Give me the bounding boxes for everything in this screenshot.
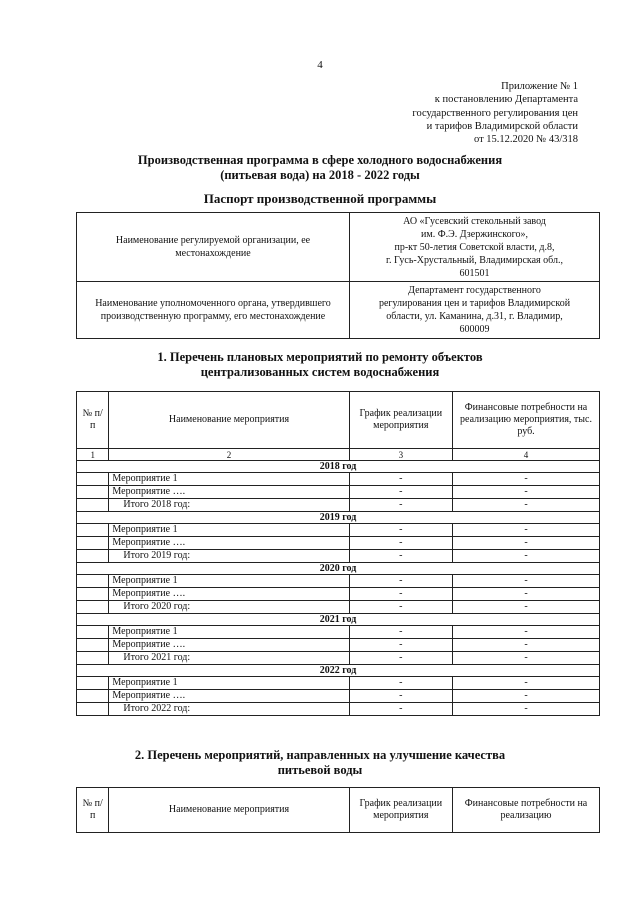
section1-heading-line: централизованных систем водоснабжения [200,365,440,379]
year-label: 2022 год [77,665,600,677]
item-name: Мероприятие 1 [109,473,349,486]
year-label: 2021 год [77,614,600,626]
header-num: № п/п [77,788,109,833]
total-row [77,703,600,716]
index-cell: 2 [109,449,349,461]
index-row [77,449,600,461]
finance-value: - [453,677,600,690]
total-row [77,652,600,665]
schedule-value: - [349,524,452,537]
header-name: Наименование мероприятия [109,392,349,449]
schedule-value: - [349,703,452,716]
table-row [77,575,600,588]
item-name: Мероприятие …. [109,588,349,601]
total-row [77,550,600,563]
passport-table [76,212,600,339]
schedule-value: - [349,537,452,550]
section2-heading-line: 2. Перечень мероприятий, направленных на улучшение качества [134,748,506,762]
finance-value: - [453,690,600,703]
table-row [77,486,600,499]
passport-value-line: 601501 [459,267,490,279]
finance-value: - [453,626,600,639]
finance-value: - [453,601,600,614]
passport-value-line: 600009 [459,324,490,335]
passport-value [350,282,600,339]
total-label: Итого 2020 год: [109,601,349,614]
table-row [77,524,600,537]
passport-value [350,213,600,282]
passport-value-line: пр-кт 50-летия Советской власти, д.8, [394,241,555,253]
total-row [77,601,600,614]
schedule-value: - [349,601,452,614]
program-title [0,153,640,183]
table-row [77,690,600,703]
page-number: 4 [317,59,323,71]
schedule-value: - [349,639,452,652]
finance-value: - [453,550,600,563]
index-cell: 4 [453,449,600,461]
total-row [77,499,600,512]
item-name: Мероприятие 1 [109,524,349,537]
water-quality-table [76,787,600,833]
year-label: 2019 год [77,512,600,524]
item-name: Мероприятие …. [109,537,349,550]
schedule-value: - [349,690,452,703]
header-num: № п/п [77,392,109,449]
table-row [77,677,600,690]
passport-row [77,282,600,339]
appendix-line: государственного регулирования цен [412,107,578,119]
finance-value: - [453,499,600,512]
passport-value-line: области, ул. Каманина, д.31, г. Владимир, [386,311,563,322]
section2-heading-line: питьевой воды [277,763,363,777]
table-row [77,639,600,652]
appendix-line: Приложение № 1 [501,81,578,92]
finance-value: - [453,588,600,601]
appendix-line: к постановлению Департамента [434,94,578,106]
schedule-value: - [349,486,452,499]
table-row [77,473,600,486]
total-label: Итого 2022 год: [109,703,349,716]
finance-value: - [453,639,600,652]
table-row [77,626,600,639]
appendix-line: и тарифов Владимирской области [426,120,578,132]
schedule-value: - [349,626,452,639]
item-name: Мероприятие 1 [109,677,349,690]
schedule-value: - [349,588,452,601]
item-name: Мероприятие …. [109,639,349,652]
header-finance: Финансовые потребности на реализацию мероприятия, тыс. руб. [453,392,600,449]
year-row [77,461,600,473]
table-header-row [77,392,600,449]
schedule-value: - [349,473,452,486]
finance-value: - [453,575,600,588]
schedule-value: - [349,652,452,665]
passport-value-line: им. Ф.Э. Дзержинского», [421,228,528,240]
header-schedule: График реализации мероприятия [349,788,452,833]
appendix-block [358,80,578,146]
year-row [77,665,600,677]
passport-value-line: Департамент государственного [408,285,541,296]
passport-label: Наименование регулируемой организации, ее местонахождение [77,213,350,282]
table-row [77,588,600,601]
program-title-line: Производственная программа в сфере холодного водоснабжения [137,153,503,167]
total-label: Итого 2018 год: [109,499,349,512]
finance-value: - [453,537,600,550]
item-name: Мероприятие 1 [109,626,349,639]
table-header-row [77,788,600,833]
program-title-line: (питьевая вода) на 2018 - 2022 годы [220,168,420,182]
finance-value: - [453,703,600,716]
schedule-value: - [349,677,452,690]
year-label: 2018 год [77,461,600,473]
index-cell: 1 [77,449,109,461]
finance-value: - [453,524,600,537]
passport-value-line: АО «Гусевский стекольный завод [403,215,546,227]
header-finance: Финансовые потребности на реализацию [453,788,600,833]
year-row [77,512,600,524]
finance-value: - [453,473,600,486]
section2-heading [0,748,640,778]
year-label: 2020 год [77,563,600,575]
repair-plan-table [76,391,600,716]
finance-value: - [453,652,600,665]
item-name: Мероприятие 1 [109,575,349,588]
header-schedule: График реализации мероприятия [349,392,452,449]
total-label: Итого 2019 год: [109,550,349,563]
item-name: Мероприятие …. [109,486,349,499]
table-row [77,537,600,550]
passport-value-line: регулирования цен и тарифов Владимирской [378,298,571,309]
section1-heading-line: 1. Перечень плановых мероприятий по ремонту объектов [157,350,483,364]
section1-heading [0,350,640,380]
header-name: Наименование мероприятия [109,788,349,833]
item-name: Мероприятие …. [109,690,349,703]
index-cell: 3 [349,449,452,461]
passport-value-line: г. Гусь-Хрустальный, Владимирская обл., [386,254,563,266]
schedule-value: - [349,499,452,512]
year-row [77,563,600,575]
appendix-line: от 15.12.2020 № 43/318 [473,134,578,146]
finance-value: - [453,486,600,499]
schedule-value: - [349,575,452,588]
passport-heading: Паспорт производственной программы [203,191,437,206]
passport-row [77,213,600,282]
schedule-value: - [349,550,452,563]
passport-label: Наименование уполномоченного органа, утвердившего производственную программу, его местонахождение [77,282,350,339]
total-label: Итого 2021 год: [109,652,349,665]
year-row [77,614,600,626]
